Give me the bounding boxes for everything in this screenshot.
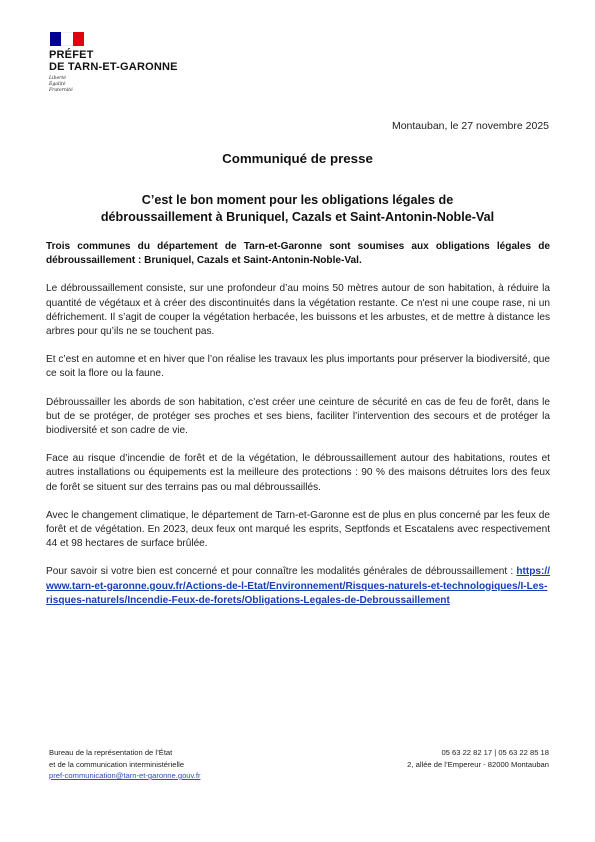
paragraph-risk: Face au risque d’incendie de forêt et de la végétation, le débroussaillement autour des habitations, routes et autres installations ou équipements est la meilleure des protections : 90 % des maisons détruites lors des feux de forêt se situent sur des terrains pas ou mal débroussaillés. bbox=[46, 453, 550, 493]
date-line: Montauban, le 27 novembre 2025 bbox=[391, 120, 549, 132]
motto-fraternite: Fraternité bbox=[49, 88, 73, 93]
document-heading: Communiqué de presse bbox=[222, 151, 373, 166]
republic-motto bbox=[49, 76, 209, 94]
paragraph-definition: Le débroussaillement consiste, sur une profondeur d’au moins 50 mètres autour de son habitation, à réduire la quantité de végétaux et à créer des discontinuités dans la végétation restante. Ce n'est ni une coupe rase, ni un défrichement. Il s’agit de couper la végétation herbacée, les buissons et les arbustes, et de mettre à distance les arbres pour qu’ils ne se touchent pas. bbox=[46, 283, 550, 338]
footer-office-line2: et de la communication interministérielle bbox=[49, 759, 185, 769]
obligations-legales-link[interactable]: https://www.tarn-et-garonne.gouv.fr/Actions-de-l-Etat/Environnement/Risques-naturels-et-technologiques/I-Les-risques-naturels/Incendie-Feux-de-forets/Obligations-Legales-de-Debroussaillement bbox=[46, 566, 550, 606]
footer-contact-office bbox=[49, 747, 201, 782]
paragraph-safety-belt: Débroussailler les abords de son habitation, c’est créer une ceinture de sécurité en cas de feu de forêt, dans le but de se protéger, de protéger ses proches et ses biens, faciliter l’intervention des secours et de protéger la biodiversité et son cadre de vie. bbox=[46, 396, 550, 437]
footer-office-line1: Bureau de la représentation de l’État bbox=[49, 748, 173, 757]
prefecture-logo bbox=[49, 32, 209, 94]
lead-paragraph: Trois communes du département de Tarn-et-Garonne sont soumises aux obligations légales de débroussaillement : Bruniquel, Cazals et Saint-Antonin-Noble-Val. bbox=[46, 241, 550, 267]
title-line2: débroussaillement à Bruniquel, Cazals et Saint-Antonin-Noble-Val bbox=[100, 210, 495, 224]
motto-liberte: Liberté bbox=[49, 76, 66, 81]
footer-contact-details bbox=[407, 747, 549, 770]
prefecture-line1: PRÉFET bbox=[49, 49, 94, 61]
motto-egalite: Égalité bbox=[49, 82, 66, 87]
french-flag-icon bbox=[50, 32, 84, 46]
flag-white-band bbox=[61, 32, 72, 46]
title-line1: C’est le bon moment pour les obligations légales de bbox=[141, 193, 454, 207]
footer-phones: 05 63 22 82 17 | 05 63 22 85 18 bbox=[441, 748, 549, 757]
more-info-text: Pour savoir si votre bien est concerné et pour connaître les modalités générales de débroussaillement : bbox=[46, 566, 517, 578]
prefecture-line2: DE TARN-ET-GARONNE bbox=[49, 61, 178, 73]
paragraph-climate: Avec le changement climatique, le département de Tarn-et-Garonne est de plus en plus concerné par les feux de forêt et de végétation. En 2023, deux feux ont marqué les esprits, Septfonds et Escatalens avec respectivement 44 et 98 hectares de surface brûlée. bbox=[46, 509, 550, 550]
flag-red-band bbox=[73, 32, 84, 46]
paragraph-season: Et c’est en automne et en hiver que l’on réalise les travaux les plus importants pour préserver la biodiversité, que ce soit la flore ou la faune. bbox=[46, 354, 550, 380]
document-title bbox=[40, 192, 555, 226]
prefecture-name bbox=[49, 49, 209, 73]
paragraph-more-info bbox=[46, 565, 550, 608]
footer-email-link[interactable]: pref-communication@tarn-et-garonne.gouv.fr bbox=[49, 771, 201, 780]
document-body bbox=[46, 240, 550, 622]
flag-blue-band bbox=[50, 32, 61, 46]
footer-address: 2, allée de l’Empereur - 82000 Montauban bbox=[407, 759, 549, 769]
